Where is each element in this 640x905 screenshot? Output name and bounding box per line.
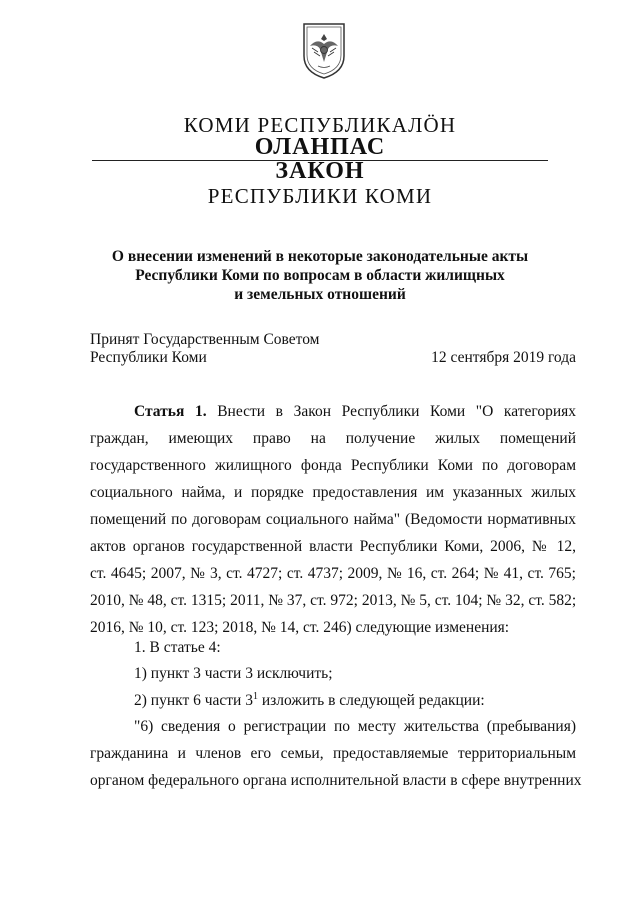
article-text-line: актов органов государственной власти Республики Коми, 2006, № 12,	[90, 538, 576, 555]
list-item	[134, 687, 485, 714]
article-text-line: граждан, имеющих право на получение жилых помещений	[90, 430, 576, 447]
quoted-amendment-paragraph	[90, 713, 582, 794]
article-1-first-line	[90, 398, 576, 425]
header-olanpas: ОЛАНПАС	[254, 134, 386, 160]
list-item: 1) пункт 3 части 3 исключить;	[134, 665, 333, 682]
article-text-line: 2010, № 48, ст. 1315; 2011, № 37, ст. 972; 2013, № 5, ст. 104; № 32, ст. 582;	[90, 592, 577, 609]
quote-text-line: органом федерального органа исполнительной власти в сфере внутренних	[90, 772, 582, 789]
list-item-text: изложить в следующей редакции:	[257, 692, 485, 709]
adoption-date: 12 сентября 2019 года	[431, 349, 576, 366]
adoption-line: Республики Коми	[90, 349, 207, 366]
header-zakon: ЗАКОН	[275, 158, 365, 184]
header-komi-line: КОМИ РЕСПУБЛИКАЛӦН	[183, 113, 457, 137]
article-1-paragraph	[90, 398, 576, 641]
list-item: 1. В статье 4:	[134, 639, 221, 656]
quote-text-line: гражданина и членов его семьи, предоставляемые территориальным	[90, 745, 576, 762]
article-text-line: социального найма, и порядке предоставления им указанных жилых	[90, 484, 576, 501]
header-republic: РЕСПУБЛИКИ КОМИ	[207, 184, 433, 208]
law-title-line: Республики Коми по вопросам в области жилищных	[135, 267, 505, 284]
adoption-line: Принят Государственным Советом	[90, 331, 320, 348]
superscript-number: 1	[252, 690, 258, 702]
law-title-line: О внесении изменений в некоторые законодательные акты	[111, 248, 529, 265]
law-title-line: и земельных отношений	[234, 286, 406, 303]
list-item-text: 2) пункт 6 части 3	[134, 692, 253, 709]
quote-text-line: "6) сведения о регистрации по месту жительства (пребывания)	[134, 718, 576, 735]
article-text-line: 2016, № 10, ст. 123; 2018, № 14, ст. 246) следующие изменения:	[90, 619, 510, 636]
article-label: Статья 1.	[134, 403, 207, 420]
adoption-statement	[90, 331, 320, 367]
coat-of-arms-emblem	[300, 22, 348, 80]
article-text-line: ст. 4645; 2007, № 3, ст. 4727; ст. 4737; 2009, № 16, ст. 264; № 41, ст. 765;	[90, 565, 576, 582]
article-text-line: государственного жилищного фонда Республики Коми по договорам	[90, 457, 576, 474]
article-text-line: помещений по договорам социального найма" (Ведомости нормативных	[90, 511, 576, 528]
article-text-line: Внести в Закон Республики Коми "О категориях	[217, 403, 577, 420]
law-title	[0, 247, 640, 304]
